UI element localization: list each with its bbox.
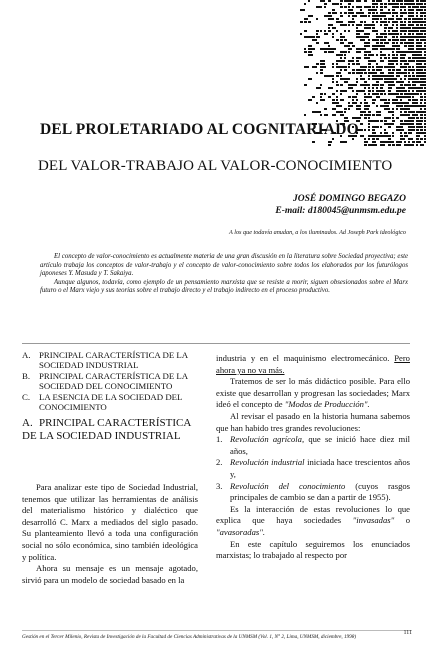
emphasis: Revolución industrial (230, 457, 305, 468)
page-number: 111 (403, 630, 412, 636)
main-title: DEL PROLETARIADO AL COGNITARIADO (40, 121, 359, 138)
body-paragraph: Para analizar este tipo de Sociedad Industrial, tenemos que utilizar las herramientas de análisis del materialismo histórico y dialéctico que desarrolló C. Marx a mediados del siglo pasado. Su planteamiento llevó a toda una configuración social no sólo económica, sino también ideológica y política. (22, 482, 198, 562)
body-paragraph (216, 353, 410, 376)
toc-text: PRINCIPAL CARACTERÍSTICA DE LA SOCIEDAD DEL CONOCIMIENTO (39, 371, 188, 391)
body-text: industria y en el maquinismo electromecánico. (216, 353, 390, 363)
body-text: (cuyos rasgos principales de cambio se dan a partir de 1955). (230, 480, 411, 503)
body-text: Es la interacción de estas revoluciones lo que explica que haya sociedades (216, 503, 410, 526)
divider (22, 343, 410, 344)
toc-text: LA ESENCIA DE LA SOCIEDAD DEL CONOCIMIENTO (39, 392, 183, 412)
toc-letter: A. (22, 350, 31, 360)
emphasis: Revolución agrícola, (230, 434, 305, 445)
emphasis: "Modos de Producción". (284, 399, 370, 410)
section-title: PRINCIPAL CARACTERÍSTICA DE LA SOCIEDAD INDUSTRIAL (22, 417, 191, 442)
list-body (230, 457, 410, 480)
author-block (275, 193, 406, 217)
author-name: JOSÉ DOMINGO BEGAZO (293, 194, 406, 204)
table-of-contents (22, 350, 200, 413)
body-text: iniciada hace trescientos años y, (230, 457, 410, 479)
toc-text: PRINCIPAL CARACTERÍSTICA DE LA SOCIEDAD INDUSTRIAL (39, 350, 188, 370)
subtitle: DEL VALOR-TRABAJO AL VALOR-CONOCIMIENTO (38, 158, 393, 174)
body-paragraph: Al revisar el pasado en la historia humana sabemos que han habido tres grandes revoluciones: (216, 410, 410, 433)
body-paragraph (216, 504, 410, 539)
list-number: 1. (216, 434, 223, 445)
abstract (40, 253, 408, 296)
section-heading (22, 417, 200, 443)
body-text: Pero ahora ya no va más. (216, 353, 410, 375)
body-text: Tratemos de ser lo más didáctico posible. Para ello existe que desarrollan y progresan las sociedades; Marx ideó el concepto de (216, 376, 410, 410)
toc-item (22, 392, 200, 412)
list-item (216, 434, 410, 457)
list-item (216, 457, 410, 480)
footer-citation: Gestión en el Tercer Milenio, Revista de Investigación de la Facultad de Ciencias Administrativas de la UNMSM (Vol. 1, N° 2, Lima, UNMSM, diciembre, 1998) (22, 630, 412, 640)
toc-letter: C. (22, 392, 31, 402)
author-email: E-mail: d180045@unmsm.edu.pe (275, 206, 406, 216)
emphasis: "avasoradas". (216, 526, 265, 537)
emphasis: Revolución del conocimiento (230, 480, 346, 491)
left-column (22, 482, 198, 586)
abstract-paragraph: Aunque algunos, todavía, como ejemplo de un pensamiento marxista que se resiste a morir, siguen obsesionados sobre el Marx futuro o el Marx viejo y sus teorías sobre el trabajo directo y el trabajo indirecto en el proceso productivo. (40, 278, 408, 295)
body-text: que se inició hace diez mil años, (230, 434, 411, 456)
list-body (230, 434, 410, 457)
right-column (216, 353, 410, 562)
dedication: A los que todavía anudan, a los iluminados. Ad Joseph Park ideológico (229, 229, 406, 236)
section-letter: A. (22, 417, 33, 429)
list-item (216, 481, 410, 504)
toc-item (22, 371, 200, 391)
toc-letter: B. (22, 371, 31, 381)
emphasis: "invasadas" (352, 515, 395, 526)
abstract-paragraph: El concepto de valor-conocimiento es actualmente materia de una gran discusión en la literatura sobre Sociedad proyectiva; este artículo trabaja los conceptos de valor-trabajo y el concepto de valor-conocimiento sobre todos los elaborados por los futurólogos japoneses Y. Masuda y T. Sakaiya. (40, 253, 408, 278)
body-text: o (394, 515, 411, 526)
list-body (230, 481, 410, 504)
list-number: 2. (216, 457, 223, 468)
body-paragraph (216, 376, 410, 411)
list-number: 3. (216, 480, 223, 491)
body-paragraph: Ahora su mensaje es un mensaje agotado, sirvió para un modelo de sociedad basado en la (22, 563, 198, 585)
body-paragraph: En este capítulo seguiremos los enunciados marxistas; lo trabajado al respecto por (216, 538, 410, 561)
toc-item (22, 350, 200, 370)
